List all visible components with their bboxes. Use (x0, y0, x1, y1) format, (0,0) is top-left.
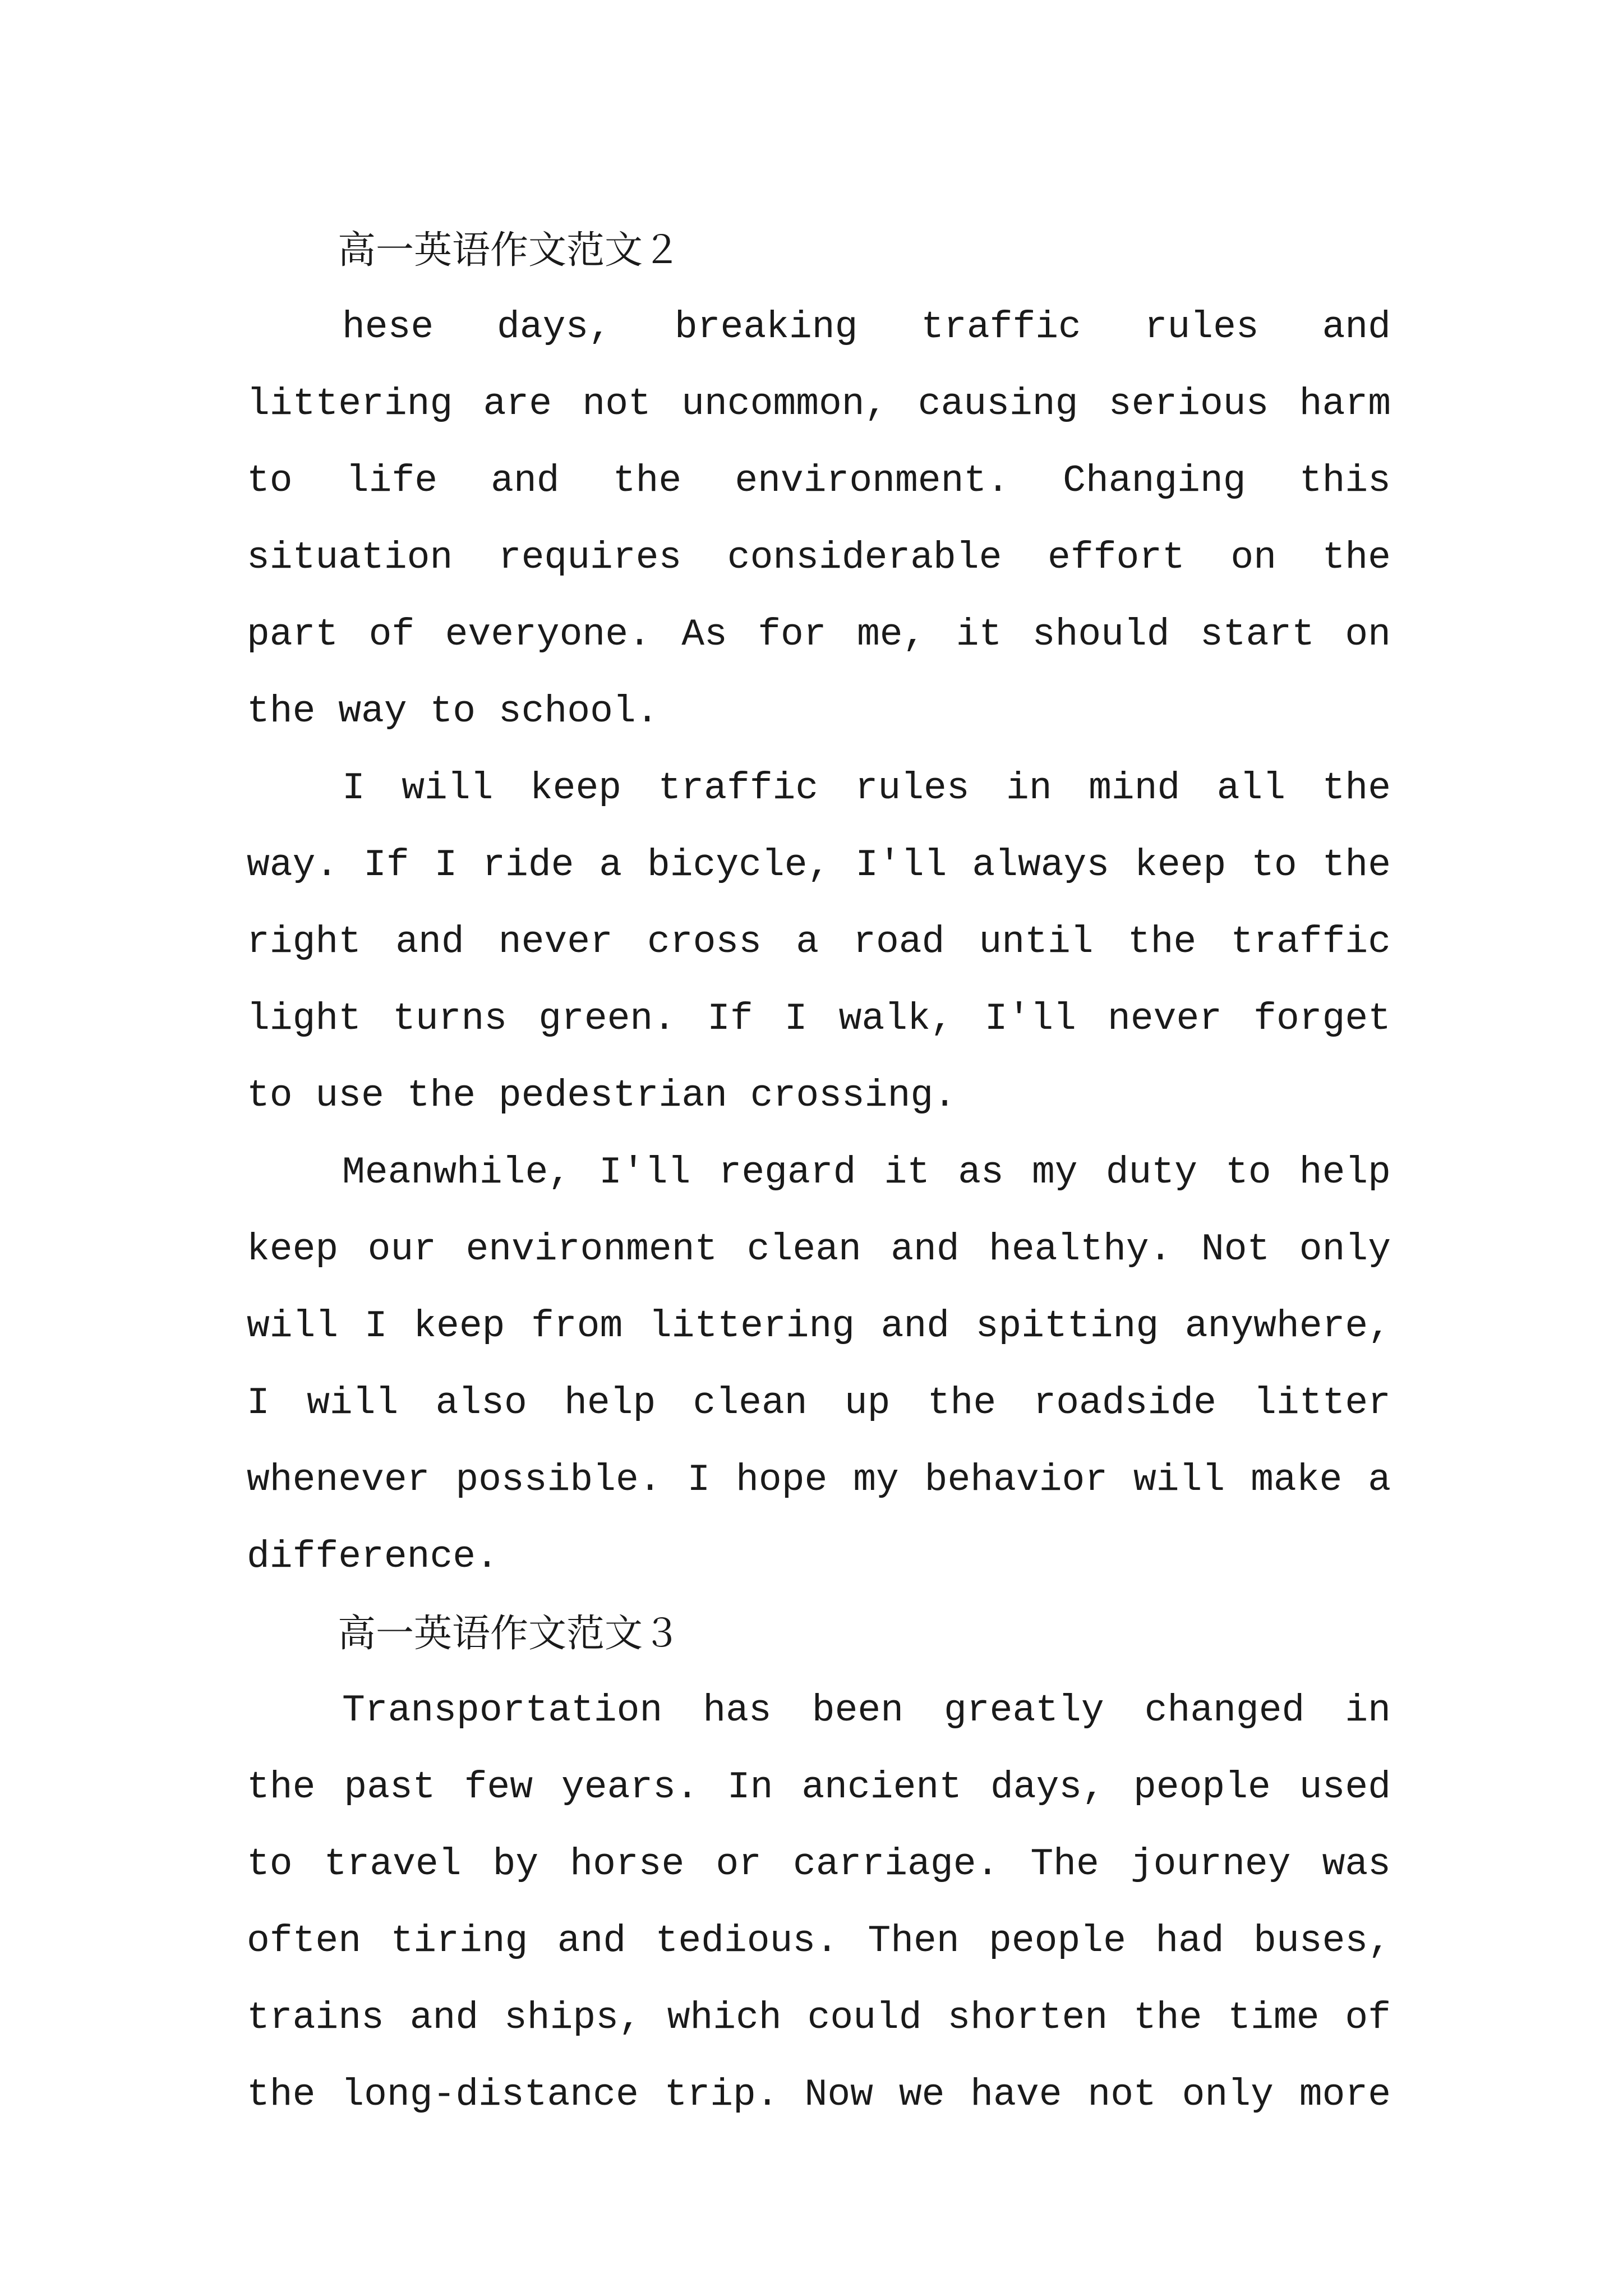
document-body (247, 212, 1391, 2133)
paragraph-transportation: Transportation has been greatly changed in the past few years. In ancient days, people used to travel by horse or carriage. The journey was often tiring and tedious. Then people had buses, trains and ships, which could shorten the time of the long-distance trip. Now we have not only more (247, 1689, 1391, 2116)
section-heading-2: 高一英语作文范文２ (338, 228, 681, 273)
section-heading-3: 高一英语作文范文３ (338, 1612, 681, 1656)
paragraph-environment-duty: Meanwhile, I'll regard it as my duty to help keep our environment clean and healthy. Not only will I keep from littering and spitting anywhere, I will also help clean up the roadside litter whenever possible. I hope my behavior will make a difference. (247, 1151, 1391, 1579)
paragraph-traffic-rules: hese days, breaking traffic rules and littering are not uncommon, causing serious harm to life and the environment. Changing this situation requires considerable effort on the part of everyone. As for me, it should start on the way to school. (247, 306, 1391, 733)
paragraph-way-to-school: I will keep traffic rules in mind all the way. If I ride a bicycle, I'll always keep to the right and never cross a road until the traffic light turns green. If I walk, I'll never forget to use the pedestrian crossing. (247, 767, 1391, 1117)
